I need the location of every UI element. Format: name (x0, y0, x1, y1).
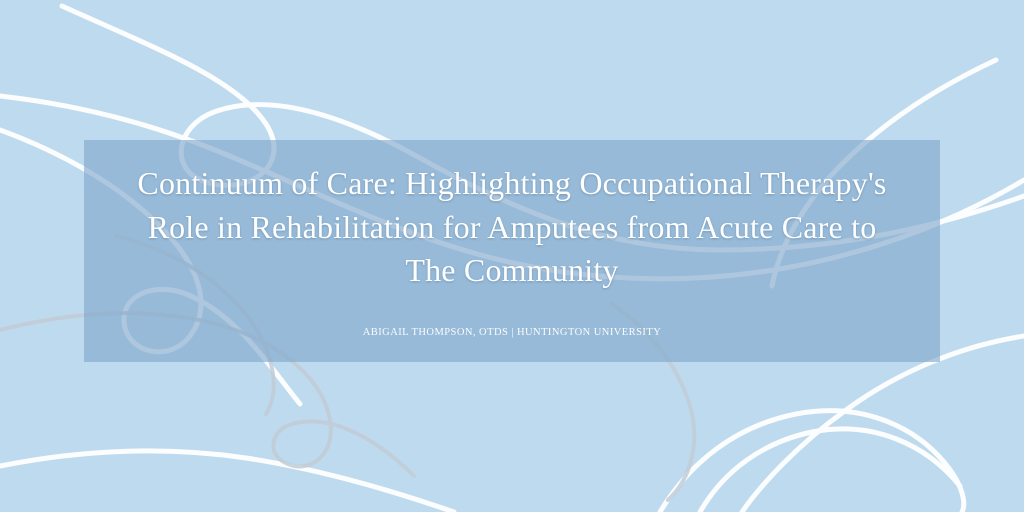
page-title: Continuum of Care: Highlighting Occupational Therapy's Role in Rehabilitation for Amputees from Acute Care to The Community (137, 165, 887, 289)
title-band (84, 140, 940, 362)
author-affiliation: ABIGAIL THOMPSON, OTDS | HUNTINGTON UNIVERSITY (362, 326, 662, 338)
